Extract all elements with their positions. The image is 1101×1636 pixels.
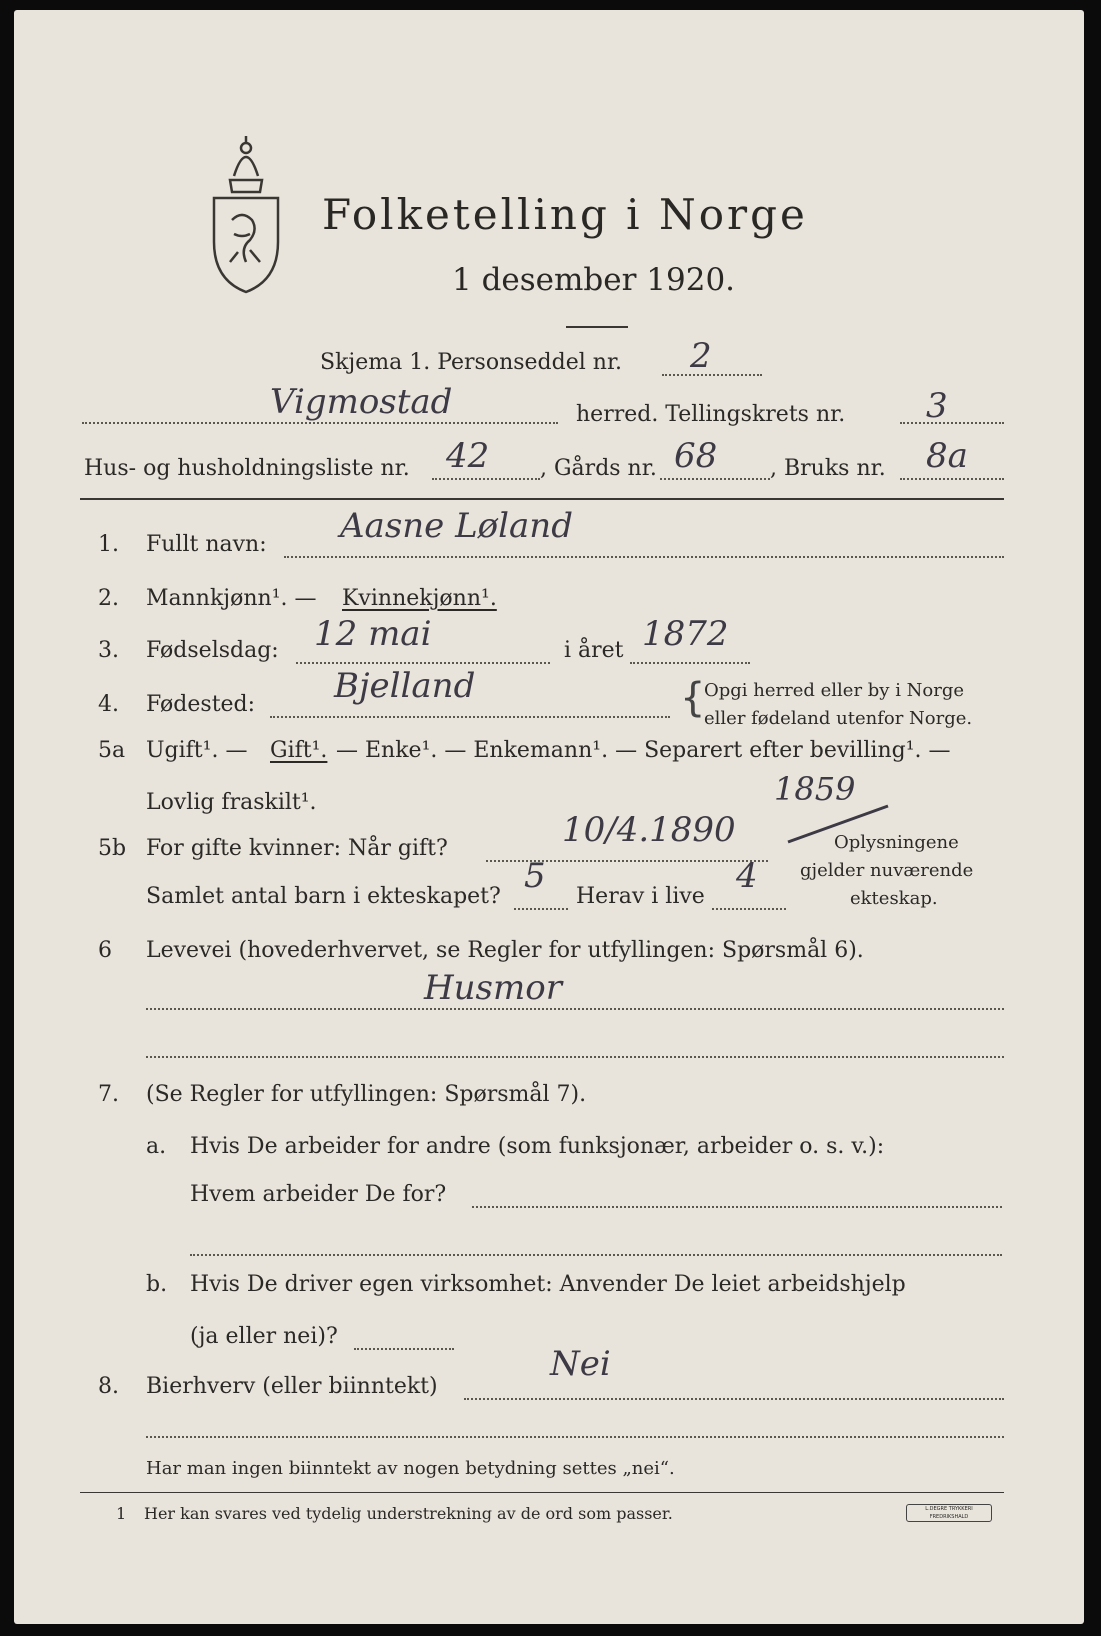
bruks-label: , Bruks nr. bbox=[770, 456, 886, 481]
husliste-nr[interactable]: 42 bbox=[446, 436, 490, 476]
q3-year-label: i året bbox=[564, 638, 624, 663]
header-rule bbox=[80, 498, 1004, 500]
birthplace-value[interactable]: Bjelland bbox=[334, 666, 476, 706]
marriage-note-3: ekteskap. bbox=[850, 888, 938, 909]
occupation-value[interactable]: Husmor bbox=[424, 968, 562, 1008]
herred-value[interactable]: Vigmostad bbox=[270, 382, 453, 422]
personseddel-line bbox=[662, 374, 762, 376]
alive-value[interactable]: 4 bbox=[736, 856, 758, 896]
side-income-line bbox=[464, 1398, 1004, 1400]
employer-line-1[interactable] bbox=[472, 1206, 1002, 1208]
q7-number: 7. bbox=[98, 1082, 119, 1107]
census-form bbox=[14, 10, 1084, 1624]
alive-line bbox=[712, 908, 786, 910]
bruks-line bbox=[900, 478, 1004, 480]
q6-number: 6 bbox=[98, 938, 112, 963]
coat-of-arms-icon bbox=[204, 134, 288, 296]
birth-year-line bbox=[630, 662, 750, 664]
q6-label: Levevei (hovederhvervet, se Regler for utfyllingen: Spørsmål 6). bbox=[146, 938, 864, 963]
q5b-number: 5b bbox=[98, 836, 127, 861]
herred-label: herred. Tellingskrets nr. bbox=[576, 402, 846, 427]
printer-stamp: L.DEGRE TRYKKERI FREDRIKSHALD bbox=[906, 1504, 992, 1522]
occupation-line-1 bbox=[146, 1008, 1004, 1010]
status-unmarried-option[interactable]: Ugift¹. — bbox=[146, 738, 248, 763]
title-divider bbox=[566, 326, 628, 328]
birthplace-line bbox=[270, 716, 670, 718]
q1-line bbox=[284, 556, 1004, 558]
q4-number: 4. bbox=[98, 692, 119, 717]
footer-rule bbox=[80, 1492, 1004, 1493]
occupation-line-2 bbox=[146, 1056, 1004, 1058]
bruks-nr[interactable]: 8a bbox=[926, 436, 968, 476]
herred-line bbox=[82, 422, 558, 424]
margin-note-year: 1859 bbox=[774, 770, 856, 808]
alive-label: Herav i live bbox=[576, 884, 705, 909]
tellingskrets-nr[interactable]: 3 bbox=[926, 386, 948, 426]
side-income-value[interactable]: Nei bbox=[550, 1344, 611, 1384]
q1-label: Fullt navn: bbox=[146, 532, 267, 557]
children-line bbox=[514, 908, 568, 910]
q8-number: 8. bbox=[98, 1374, 119, 1399]
side-income-line-2 bbox=[146, 1436, 1004, 1438]
census-date: 1 desember 1920. bbox=[452, 262, 736, 298]
q7b-question: (ja eller nei)? bbox=[190, 1324, 338, 1349]
tellingskrets-line bbox=[900, 422, 1004, 424]
q7a-letter: a. bbox=[146, 1134, 167, 1159]
footer-note: Har man ingen biinntekt av nogen betydning settes „nei“. bbox=[146, 1458, 675, 1479]
q7b-text: Hvis De driver egen virksomhet: Anvender De leiet arbeidshjelp bbox=[190, 1272, 906, 1297]
q1-number: 1. bbox=[98, 532, 119, 557]
birthday-line bbox=[296, 662, 550, 664]
birthplace-note-1: Opgi herred eller by i Norge bbox=[704, 680, 965, 701]
q3-label: Fødselsdag: bbox=[146, 638, 279, 663]
husliste-line bbox=[432, 478, 540, 480]
married-date-value[interactable]: 10/4.1890 bbox=[562, 810, 736, 850]
employer-line-2[interactable] bbox=[190, 1254, 1002, 1256]
q4-label: Fødested: bbox=[146, 692, 256, 717]
sex-female-option[interactable]: Kvinnekjønn¹. bbox=[342, 586, 497, 611]
status-married-option[interactable]: Gift¹. bbox=[270, 738, 328, 763]
husliste-label: Hus- og husholdningsliste nr. bbox=[84, 456, 410, 481]
children-label: Samlet antal barn i ekteskapet? bbox=[146, 884, 501, 909]
birthplace-note-2: eller fødeland utenfor Norge. bbox=[704, 708, 973, 729]
full-name-value[interactable]: Aasne Løland bbox=[340, 506, 573, 546]
gards-label: , Gårds nr. bbox=[540, 456, 657, 481]
q7a-question: Hvem arbeider De for? bbox=[190, 1182, 447, 1207]
hired-help-line[interactable] bbox=[354, 1348, 454, 1350]
personseddel-nr[interactable]: 2 bbox=[690, 336, 712, 376]
q3-number: 3. bbox=[98, 638, 119, 663]
form-title: Folketelling i Norge bbox=[322, 190, 808, 239]
status-divorced-option[interactable]: Lovlig fraskilt¹. bbox=[146, 790, 317, 815]
footnote-mark: 1 bbox=[116, 1504, 127, 1523]
q7-label: (Se Regler for utfyllingen: Spørsmål 7). bbox=[146, 1082, 587, 1107]
q7b-letter: b. bbox=[146, 1272, 168, 1297]
birthday-value[interactable]: 12 mai bbox=[314, 614, 432, 654]
status-other-options[interactable]: — Enke¹. — Enkemann¹. — Separert efter bevilling¹. — bbox=[336, 738, 951, 763]
schema-label: Skjema 1. Personseddel nr. bbox=[320, 350, 623, 375]
q5a-number: 5a bbox=[98, 738, 126, 763]
gards-line bbox=[660, 478, 770, 480]
note-brace: { bbox=[680, 675, 706, 721]
birth-year-value[interactable]: 1872 bbox=[642, 614, 729, 654]
children-value[interactable]: 5 bbox=[524, 856, 546, 896]
marriage-note-1: Oplysningene bbox=[834, 832, 959, 853]
sex-male-option[interactable]: Mannkjønn¹. — bbox=[146, 586, 317, 611]
q2-number: 2. bbox=[98, 586, 119, 611]
q5b-label: For gifte kvinner: Når gift? bbox=[146, 836, 448, 861]
marriage-note-2: gjelder nuværende bbox=[800, 860, 974, 881]
gards-nr[interactable]: 68 bbox=[674, 436, 718, 476]
q8-label: Bierhverv (eller biinntekt) bbox=[146, 1374, 438, 1399]
q7a-text: Hvis De arbeider for andre (som funksjonær, arbeider o. s. v.): bbox=[190, 1134, 885, 1159]
footnote-text: Her kan svares ved tydelig understrekning av de ord som passer. bbox=[144, 1504, 673, 1523]
